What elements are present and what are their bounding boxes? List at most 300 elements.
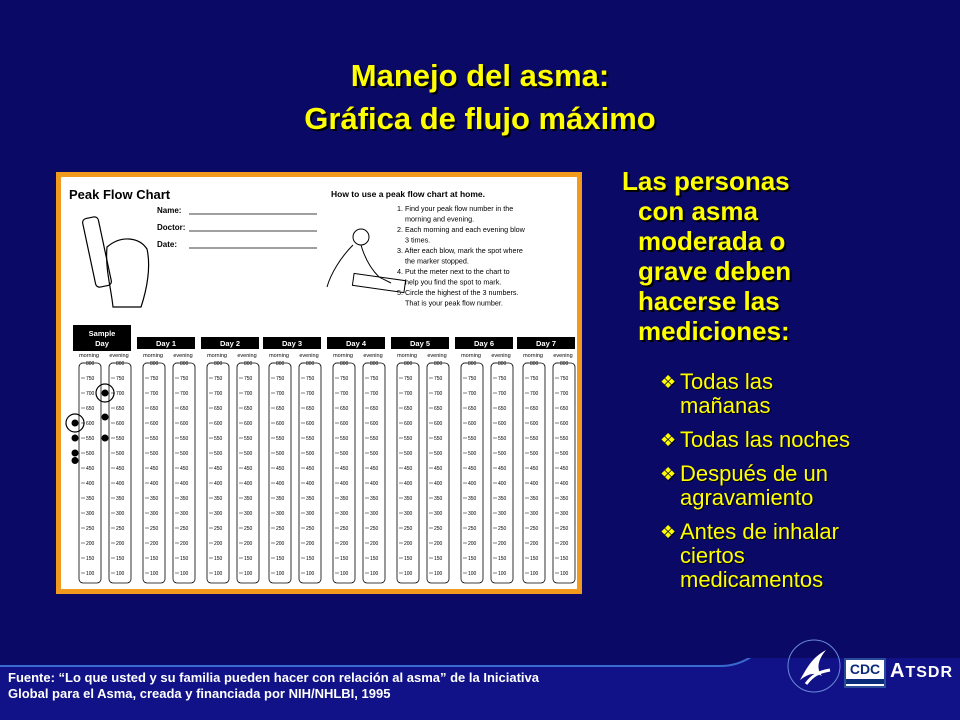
scale-tick-label: 400 [530, 481, 539, 487]
scale-tick-label: 100 [276, 571, 285, 577]
bullet-text: mañanas [680, 393, 771, 418]
bullet-text: ciertos [680, 543, 745, 568]
form-field-label: Date: [157, 240, 178, 249]
scale-tick-label: 250 [180, 526, 189, 532]
scale-tick-label: 250 [560, 526, 569, 532]
scale-tick-label: 200 [468, 541, 477, 547]
column-sublabel: evening [427, 353, 447, 359]
scale-tick-label: 750 [404, 376, 413, 382]
lead-line: moderada o [638, 226, 786, 256]
bullet-text: Todas las [680, 369, 773, 394]
scale-tick-label: 500 [340, 451, 349, 457]
bullet-list [662, 370, 922, 602]
scale-tick-label: 750 [150, 376, 159, 382]
howto-title: How to use a peak flow chart at home. [331, 189, 485, 199]
scale-tick-label: 750 [468, 376, 477, 382]
sample-mark-dot [102, 390, 109, 397]
scale-tick-label: 700 [468, 391, 477, 397]
scale-tick-label: 500 [86, 451, 95, 457]
scale-tick-label: 550 [244, 436, 253, 442]
scale-tick-label: 450 [306, 466, 315, 472]
scale-tick-label: 500 [370, 451, 379, 457]
scale-tick-label: 150 [370, 556, 379, 562]
cdc-logo-bar [846, 679, 884, 684]
scale-tick-label: 150 [306, 556, 315, 562]
scale-tick-label: 500 [276, 451, 285, 457]
scale-tick-label: 450 [560, 466, 569, 472]
scale-tick-label: 300 [180, 511, 189, 517]
scale-tick-label: 700 [340, 391, 349, 397]
scale-tick-label: 200 [404, 541, 413, 547]
scale-tick-label: 150 [116, 556, 125, 562]
scale-tick-label: 200 [86, 541, 95, 547]
scale-tick-label: 600 [214, 421, 223, 427]
column-sublabel: morning [79, 353, 99, 359]
scale-tick-label: 300 [86, 511, 95, 517]
scale-tick-label: 400 [498, 481, 507, 487]
scale-tick-label: 400 [244, 481, 253, 487]
scale-tick-label: 150 [150, 556, 159, 562]
hhs-eagle-icon [786, 636, 842, 696]
atsdr-logo-rest: TSDR [905, 664, 954, 681]
scale-tick-label: 450 [404, 466, 413, 472]
scale-tick-label: 750 [86, 376, 95, 382]
scale-tick-label: 200 [244, 541, 253, 547]
scale-tick-label: 600 [116, 421, 125, 427]
scale-tick-label: 700 [86, 391, 95, 397]
scale-tick-label: 200 [180, 541, 189, 547]
scale-tick-label: 300 [530, 511, 539, 517]
scale-tick-label: 550 [340, 436, 349, 442]
scale-tick-label: 650 [244, 406, 253, 412]
bullet-text: Todas las noches [680, 427, 850, 452]
scale-tick-label: 550 [214, 436, 223, 442]
scale-tick-label: 100 [244, 571, 253, 577]
day-header-label: Day 1 [155, 339, 177, 348]
scale-tick-label: 250 [468, 526, 477, 532]
bullet-text: medicamentos [680, 567, 824, 592]
column-sublabel: morning [207, 353, 227, 359]
day-header-label: Day 6 [473, 339, 495, 348]
scale-tick-label: 500 [434, 451, 443, 457]
scale-tick-label: 400 [560, 481, 569, 487]
scale-tick-label: 250 [340, 526, 349, 532]
scale-tick-label: 600 [370, 421, 379, 427]
scale-tick-label: 450 [434, 466, 443, 472]
scale-tick-label: 650 [86, 406, 95, 412]
scale-tick-label: 650 [498, 406, 507, 412]
scale-tick-label: 650 [340, 406, 349, 412]
scale-tick-label: 450 [244, 466, 253, 472]
scale-tick-label: 400 [86, 481, 95, 487]
peak-flow-chart-figure [56, 172, 582, 594]
scale-tick-label: 500 [214, 451, 223, 457]
source-line: Global para el Asma, creada y financiada por NIH/NHLBI, 1995 [8, 686, 391, 701]
scale-tick-label: 150 [560, 556, 569, 562]
scale-tick-label: 300 [116, 511, 125, 517]
scale-tick-label: 150 [180, 556, 189, 562]
scale-tick-label: 750 [560, 376, 569, 382]
scale-tick-label: 800 [468, 361, 477, 367]
scale-tick-label: 200 [498, 541, 507, 547]
scale-tick-label: 800 [116, 361, 125, 367]
scale-tick-label: 500 [244, 451, 253, 457]
scale-tick-label: 100 [86, 571, 95, 577]
scale-tick-label: 350 [370, 496, 379, 502]
scale-tick-label: 650 [404, 406, 413, 412]
scale-tick-label: 350 [276, 496, 285, 502]
scale-tick-label: 800 [530, 361, 539, 367]
scale-tick-label: 700 [214, 391, 223, 397]
scale-tick-label: 100 [306, 571, 315, 577]
scale-tick-label: 350 [306, 496, 315, 502]
scale-tick-label: 300 [340, 511, 349, 517]
diamond-cluster-icon: ❖ [660, 522, 677, 542]
scale-tick-label: 600 [86, 421, 95, 427]
scale-tick-label: 450 [214, 466, 223, 472]
sample-mark-dot [102, 435, 109, 442]
scale-tick-label: 200 [214, 541, 223, 547]
day-header-label: Day 5 [409, 339, 431, 348]
scale-tick-label: 350 [86, 496, 95, 502]
lead-line: grave deben [638, 256, 792, 286]
scale-tick-label: 700 [116, 391, 125, 397]
scale-tick-label: 250 [150, 526, 159, 532]
cdc-logo-text: CDC [849, 661, 881, 677]
scale-tick-label: 100 [560, 571, 569, 577]
scale-tick-label: 750 [214, 376, 223, 382]
scale-tick-label: 450 [498, 466, 507, 472]
scale-tick-label: 150 [404, 556, 413, 562]
scale-tick-label: 250 [498, 526, 507, 532]
scale-tick-label: 650 [468, 406, 477, 412]
scale-tick-label: 800 [244, 361, 253, 367]
scale-tick-label: 450 [530, 466, 539, 472]
scale-tick-label: 450 [468, 466, 477, 472]
howto-step: 1. Find your peak flow number in the [397, 204, 514, 213]
diamond-cluster-icon: ❖ [660, 372, 677, 392]
bullet-text: Después de un [680, 461, 828, 486]
scale-tick-label: 750 [370, 376, 379, 382]
scale-tick-label: 600 [468, 421, 477, 427]
slide-title-line2: Gráfica de flujo máximo [304, 101, 656, 136]
column-sublabel: morning [523, 353, 543, 359]
day-header-label: Day 7 [535, 339, 557, 348]
scale-tick-label: 600 [434, 421, 443, 427]
lead-line: con asma [638, 196, 758, 226]
scale-tick-label: 650 [116, 406, 125, 412]
column-sublabel: evening [173, 353, 193, 359]
scale-tick-label: 750 [340, 376, 349, 382]
scale-tick-label: 350 [498, 496, 507, 502]
column-sublabel: morning [461, 353, 481, 359]
lead-line: mediciones: [638, 316, 790, 346]
scale-tick-label: 750 [530, 376, 539, 382]
scale-tick-label: 800 [434, 361, 443, 367]
howto-step: the marker stopped. [405, 256, 469, 266]
scale-tick-label: 500 [404, 451, 413, 457]
scale-tick-label: 400 [468, 481, 477, 487]
scale-tick-label: 700 [370, 391, 379, 397]
scale-tick-label: 650 [560, 406, 569, 412]
figure-title: Peak Flow Chart [69, 187, 171, 202]
scale-tick-label: 450 [116, 466, 125, 472]
scale-tick-label: 300 [498, 511, 507, 517]
sample-mark-dot [72, 457, 79, 464]
scale-tick-label: 200 [370, 541, 379, 547]
scale-tick-label: 350 [468, 496, 477, 502]
scale-tick-label: 150 [276, 556, 285, 562]
scale-tick-label: 300 [306, 511, 315, 517]
scale-tick-label: 800 [86, 361, 95, 367]
slide-title-line1: Manejo del asma: [350, 58, 610, 93]
scale-tick-label: 400 [340, 481, 349, 487]
bullet-text: Antes de inhalar [680, 519, 839, 544]
scale-tick-label: 500 [560, 451, 569, 457]
column-sublabel: morning [397, 353, 417, 359]
scale-tick-label: 800 [370, 361, 379, 367]
scale-tick-label: 750 [434, 376, 443, 382]
scale-tick-label: 150 [434, 556, 443, 562]
scale-tick-label: 300 [150, 511, 159, 517]
column-sublabel: morning [333, 353, 353, 359]
scale-tick-label: 550 [370, 436, 379, 442]
column-sublabel: evening [109, 353, 129, 359]
scale-tick-label: 600 [530, 421, 539, 427]
day-header-label: Day 4 [345, 339, 367, 348]
scale-tick-label: 800 [404, 361, 413, 367]
scale-tick-label: 100 [180, 571, 189, 577]
scale-tick-label: 600 [498, 421, 507, 427]
scale-tick-label: 350 [340, 496, 349, 502]
scale-tick-label: 450 [150, 466, 159, 472]
scale-tick-label: 150 [498, 556, 507, 562]
scale-tick-label: 500 [180, 451, 189, 457]
scale-tick-label: 350 [404, 496, 413, 502]
bullet-text: agravamiento [680, 485, 814, 510]
column-sublabel: morning [269, 353, 289, 359]
scale-tick-label: 550 [530, 436, 539, 442]
scale-tick-label: 400 [434, 481, 443, 487]
scale-tick-label: 250 [306, 526, 315, 532]
diamond-cluster-icon: ❖ [660, 430, 677, 450]
scale-tick-label: 350 [214, 496, 223, 502]
scale-tick-label: 750 [306, 376, 315, 382]
scale-tick-label: 700 [244, 391, 253, 397]
peak-flow-meter-icon [82, 216, 112, 288]
scale-tick-label: 700 [150, 391, 159, 397]
scale-tick-label: 500 [116, 451, 125, 457]
scale-tick-label: 150 [468, 556, 477, 562]
lead-line: hacerse las [638, 286, 780, 316]
scale-tick-label: 700 [530, 391, 539, 397]
scale-tick-label: 700 [180, 391, 189, 397]
scale-tick-label: 250 [244, 526, 253, 532]
diamond-cluster-icon: ❖ [660, 464, 677, 484]
sample-mark-dot [102, 414, 109, 421]
scale-tick-label: 750 [116, 376, 125, 382]
scale-tick-label: 100 [404, 571, 413, 577]
day-header-label: Day 3 [281, 339, 303, 348]
scale-tick-label: 450 [276, 466, 285, 472]
scale-tick-label: 650 [180, 406, 189, 412]
day-header-label: Sample [88, 329, 116, 338]
scale-tick-label: 200 [560, 541, 569, 547]
scale-tick-label: 750 [244, 376, 253, 382]
scale-tick-label: 400 [370, 481, 379, 487]
scale-tick-label: 350 [244, 496, 253, 502]
column-sublabel: evening [363, 353, 383, 359]
scale-tick-label: 550 [180, 436, 189, 442]
scale-tick-label: 550 [306, 436, 315, 442]
scale-tick-label: 300 [276, 511, 285, 517]
scale-tick-label: 650 [306, 406, 315, 412]
scale-tick-label: 100 [370, 571, 379, 577]
sample-mark-dot [72, 450, 79, 457]
scale-tick-label: 600 [276, 421, 285, 427]
scale-tick-label: 700 [404, 391, 413, 397]
scale-tick-label: 100 [340, 571, 349, 577]
scale-tick-label: 450 [370, 466, 379, 472]
scale-tick-label: 700 [560, 391, 569, 397]
scale-tick-label: 200 [116, 541, 125, 547]
person-head-icon [353, 229, 369, 245]
scale-tick-label: 200 [150, 541, 159, 547]
scale-tick-label: 150 [244, 556, 253, 562]
howto-step: help you find the spot to mark. [405, 277, 502, 287]
scale-tick-label: 600 [340, 421, 349, 427]
scale-tick-label: 500 [530, 451, 539, 457]
scale-tick-label: 600 [244, 421, 253, 427]
scale-tick-label: 500 [150, 451, 159, 457]
column-sublabel: evening [553, 353, 573, 359]
scale-tick-label: 100 [530, 571, 539, 577]
scale-tick-label: 800 [214, 361, 223, 367]
scale-tick-label: 100 [434, 571, 443, 577]
scale-tick-label: 550 [276, 436, 285, 442]
scale-tick-label: 200 [276, 541, 285, 547]
scale-tick-label: 300 [244, 511, 253, 517]
scale-tick-label: 300 [214, 511, 223, 517]
scale-tick-label: 800 [150, 361, 159, 367]
scale-tick-label: 650 [276, 406, 285, 412]
scale-tick-label: 600 [150, 421, 159, 427]
scale-tick-label: 100 [498, 571, 507, 577]
scale-tick-label: 150 [530, 556, 539, 562]
howto-step: 2. Each morning and each evening blow [397, 225, 525, 234]
scale-tick-label: 150 [214, 556, 223, 562]
column-sublabel: evening [491, 353, 511, 359]
scale-tick-label: 450 [340, 466, 349, 472]
howto-step: 5. Circle the highest of the 3 numbers. [397, 288, 519, 297]
scale-tick-label: 650 [150, 406, 159, 412]
scale-tick-label: 500 [498, 451, 507, 457]
scale-tick-label: 500 [306, 451, 315, 457]
atsdr-logo [890, 660, 953, 683]
atsdr-logo-initial: A [890, 660, 906, 682]
scale-tick-label: 650 [434, 406, 443, 412]
scale-tick-label: 250 [434, 526, 443, 532]
scale-tick-label: 700 [306, 391, 315, 397]
scale-tick-label: 400 [306, 481, 315, 487]
scale-tick-label: 200 [306, 541, 315, 547]
scale-tick-label: 800 [180, 361, 189, 367]
peak-flow-chart-drawing [61, 177, 577, 589]
scale-tick-label: 550 [150, 436, 159, 442]
howto-step: morning and evening. [405, 214, 475, 224]
sample-mark-dot [72, 420, 79, 427]
scale-tick-label: 250 [276, 526, 285, 532]
scale-tick-label: 550 [468, 436, 477, 442]
scale-tick-label: 250 [530, 526, 539, 532]
scale-tick-label: 250 [214, 526, 223, 532]
scale-tick-label: 350 [116, 496, 125, 502]
lead-line: Las personas [622, 166, 790, 196]
scale-tick-label: 350 [150, 496, 159, 502]
scale-tick-label: 800 [306, 361, 315, 367]
lead-paragraph [612, 166, 892, 346]
scale-tick-label: 600 [306, 421, 315, 427]
scale-tick-label: 350 [530, 496, 539, 502]
sample-mark-dot [72, 435, 79, 442]
bullet-item [662, 520, 922, 592]
scale-tick-label: 550 [498, 436, 507, 442]
scale-tick-label: 200 [434, 541, 443, 547]
column-sublabel: evening [237, 353, 257, 359]
howto-step: 3 times. [405, 235, 431, 245]
scale-tick-label: 700 [498, 391, 507, 397]
scale-tick-label: 400 [116, 481, 125, 487]
scale-tick-label: 400 [150, 481, 159, 487]
scale-tick-label: 100 [468, 571, 477, 577]
source-line: Fuente: “Lo que usted y su familia pueden hacer con relación al asma” de la Iniciativa [8, 670, 539, 685]
scale-tick-label: 650 [530, 406, 539, 412]
bullet-item [662, 370, 922, 418]
scale-tick-label: 300 [404, 511, 413, 517]
hand-icon [107, 239, 149, 307]
scale-tick-label: 600 [404, 421, 413, 427]
scale-tick-label: 350 [180, 496, 189, 502]
scale-tick-label: 300 [370, 511, 379, 517]
scale-tick-label: 300 [560, 511, 569, 517]
scale-tick-label: 250 [404, 526, 413, 532]
howto-step: 4. Put the meter next to the chart to [397, 267, 510, 276]
scale-tick-label: 550 [560, 436, 569, 442]
scale-tick-label: 300 [434, 511, 443, 517]
scale-tick-label: 400 [276, 481, 285, 487]
scale-tick-label: 250 [370, 526, 379, 532]
scale-tick-label: 500 [468, 451, 477, 457]
howto-step: That is your peak flow number. [405, 298, 503, 308]
form-field-label: Name: [157, 206, 182, 215]
scale-tick-label: 700 [276, 391, 285, 397]
cdc-logo [844, 658, 886, 688]
scale-tick-label: 400 [214, 481, 223, 487]
bullet-item [662, 462, 922, 510]
scale-tick-label: 150 [340, 556, 349, 562]
scale-tick-label: 550 [86, 436, 95, 442]
scale-tick-label: 800 [498, 361, 507, 367]
scale-tick-label: 250 [86, 526, 95, 532]
scale-tick-label: 750 [180, 376, 189, 382]
scale-tick-label: 550 [434, 436, 443, 442]
day-header-label: Day [95, 339, 109, 348]
source-citation [8, 670, 708, 702]
scale-tick-label: 350 [560, 496, 569, 502]
scale-tick-label: 200 [340, 541, 349, 547]
bullet-item [662, 428, 922, 452]
howto-step: 3. After each blow, mark the spot where [397, 246, 523, 255]
